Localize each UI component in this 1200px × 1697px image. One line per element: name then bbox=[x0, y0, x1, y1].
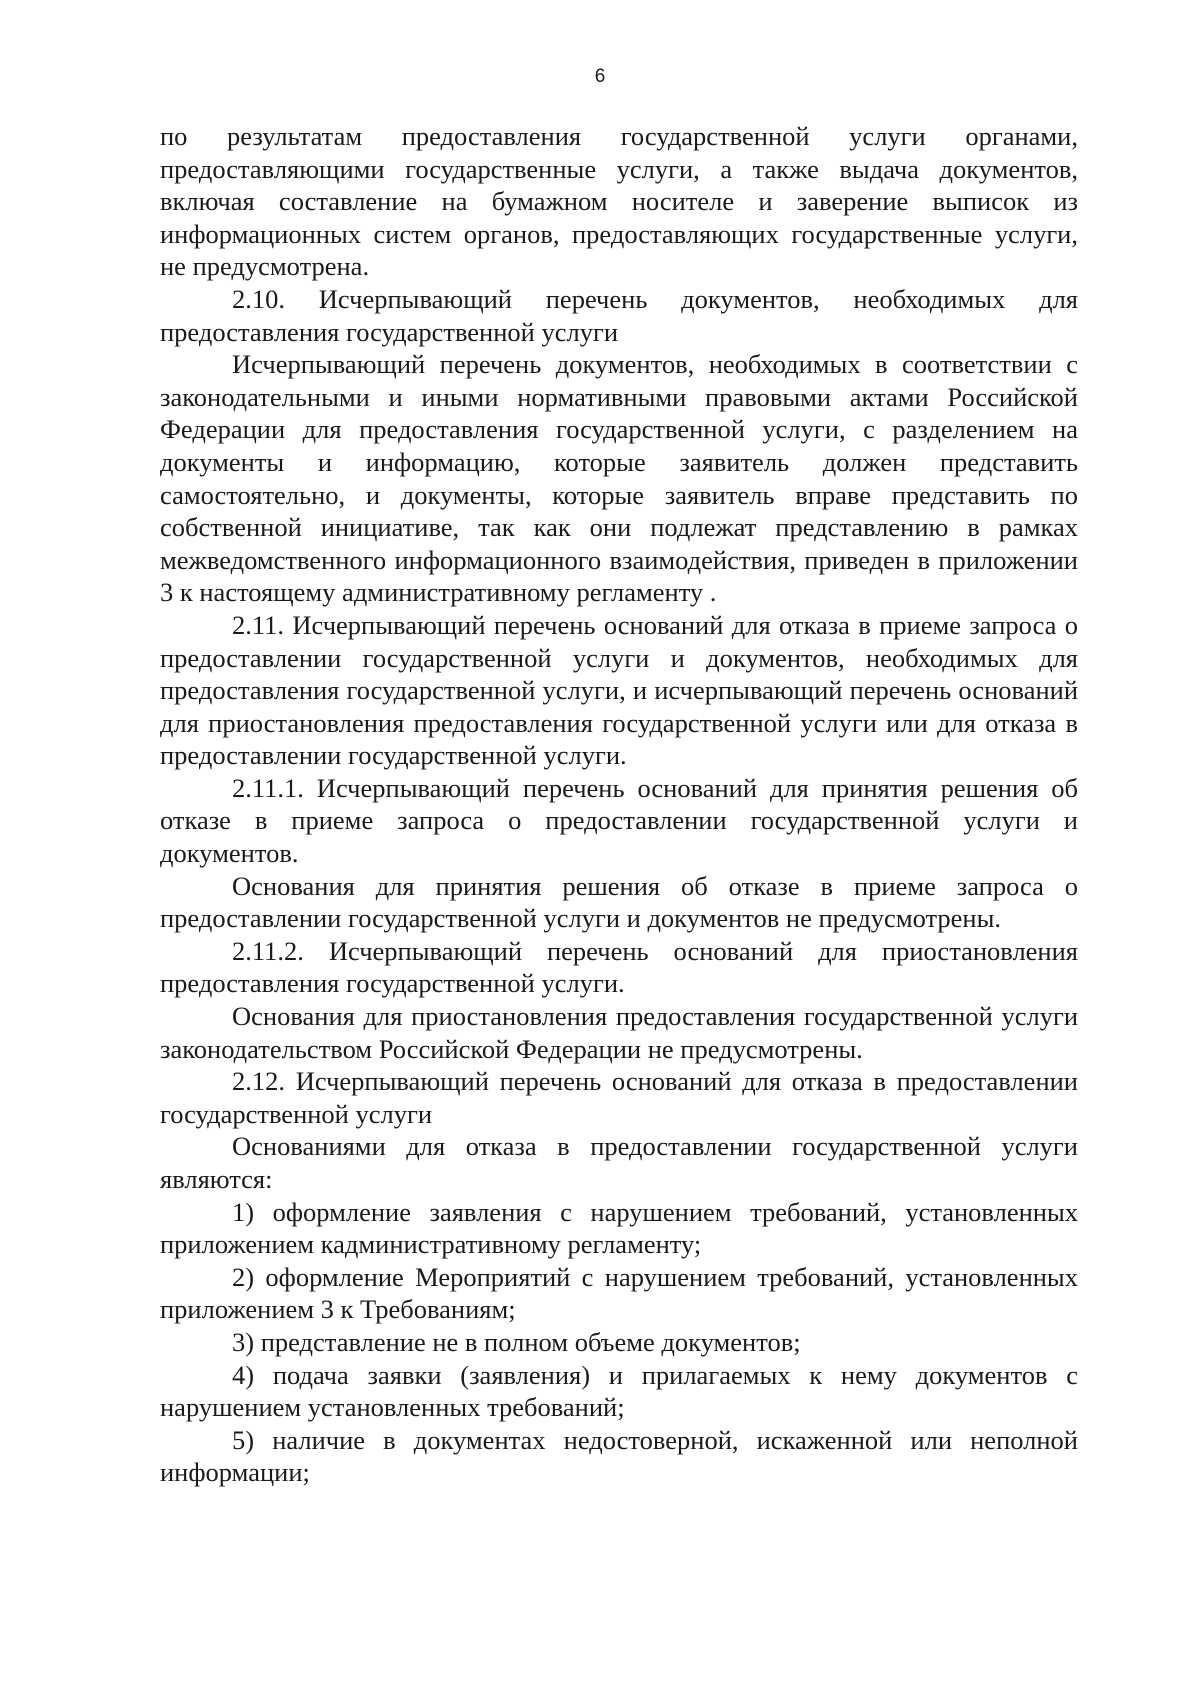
list-item-4: 4) подача заявки (заявления) и прилагаемых к нему документов с нарушением установленных требований; bbox=[160, 1359, 1078, 1423]
section-heading-2-12: 2.12. Исчерпывающий перечень оснований для отказа в предоставлении государственной услуги bbox=[160, 1066, 1078, 1129]
list-item-3: 3) представление не в полном объеме документов; bbox=[232, 1326, 801, 1357]
paragraph-suspension-grounds: Основания для приостановления предоставления государственной услуги законодательством Российской Федерации не предусмотрены. bbox=[160, 1001, 1078, 1064]
section-heading-2-11: 2.11. Исчерпывающий перечень оснований для отказа в приеме запроса о предоставлении государственной услуги и документов, необходимых для предоставления государственной услуги, и исчерпывающий перечень оснований для приостановления предоставления государственной услуги или для отказа в предоставлении государственной услуги. bbox=[160, 609, 1078, 771]
document-body bbox=[160, 120, 1078, 1489]
list-item-5: 5) наличие в документах недостоверной, искаженной или неполной информации; bbox=[160, 1424, 1078, 1488]
paragraph-documents-list: Исчерпывающий перечень документов, необходимых в соответствии с законодательными и иными нормативными правовыми актами Российской Федерации для предоставления государственной услуги, с разделением на документы и информацию, которые заявитель должен представить самостоятельно, и документы, которые заявитель вправе представить по собственной инициативе, так как они подлежат представлению в рамках межведомственного информационного взаимодействия, приведен в приложении 3 к настоящему административному регламенту . bbox=[160, 349, 1078, 608]
section-heading-2-11-1: 2.11.1. Исчерпывающий перечень оснований для принятия решения об отказе в приеме запроса о предоставлении государственной услуги и документов. bbox=[160, 772, 1078, 869]
section-heading-2-10: 2.10. Исчерпывающий перечень документов, необходимых для предоставления государственной услуги bbox=[160, 283, 1078, 347]
paragraph-continuation: по результатам предоставления государственной услуги органами, предоставляющими государственные услуги, а также выдача документов, включая составление на бумажном носителе и заверение выписок из информационных систем органов, предоставляющих государственные услуги, не предусмотрена. bbox=[160, 121, 1078, 282]
list-item-1: 1) оформление заявления с нарушением требований, установленных приложением кадминистративному регламенту; bbox=[160, 1196, 1078, 1260]
section-heading-2-11-2: 2.11.2. Исчерпывающий перечень оснований для приостановления предоставления государственной услуги. bbox=[160, 935, 1078, 999]
list-item-2: 2) оформление Мероприятий с нарушением требований, установленных приложением 3 к Требованиям; bbox=[160, 1261, 1078, 1325]
page-number: 6 bbox=[594, 66, 606, 87]
paragraph-grounds-intro: Основаниями для отказа в предоставлении государственной услуги являются: bbox=[160, 1131, 1078, 1194]
paragraph-refusal-grounds: Основания для принятия решения об отказе в приеме запроса о предоставлении государственной услуги и документов не предусмотрены. bbox=[160, 870, 1078, 934]
